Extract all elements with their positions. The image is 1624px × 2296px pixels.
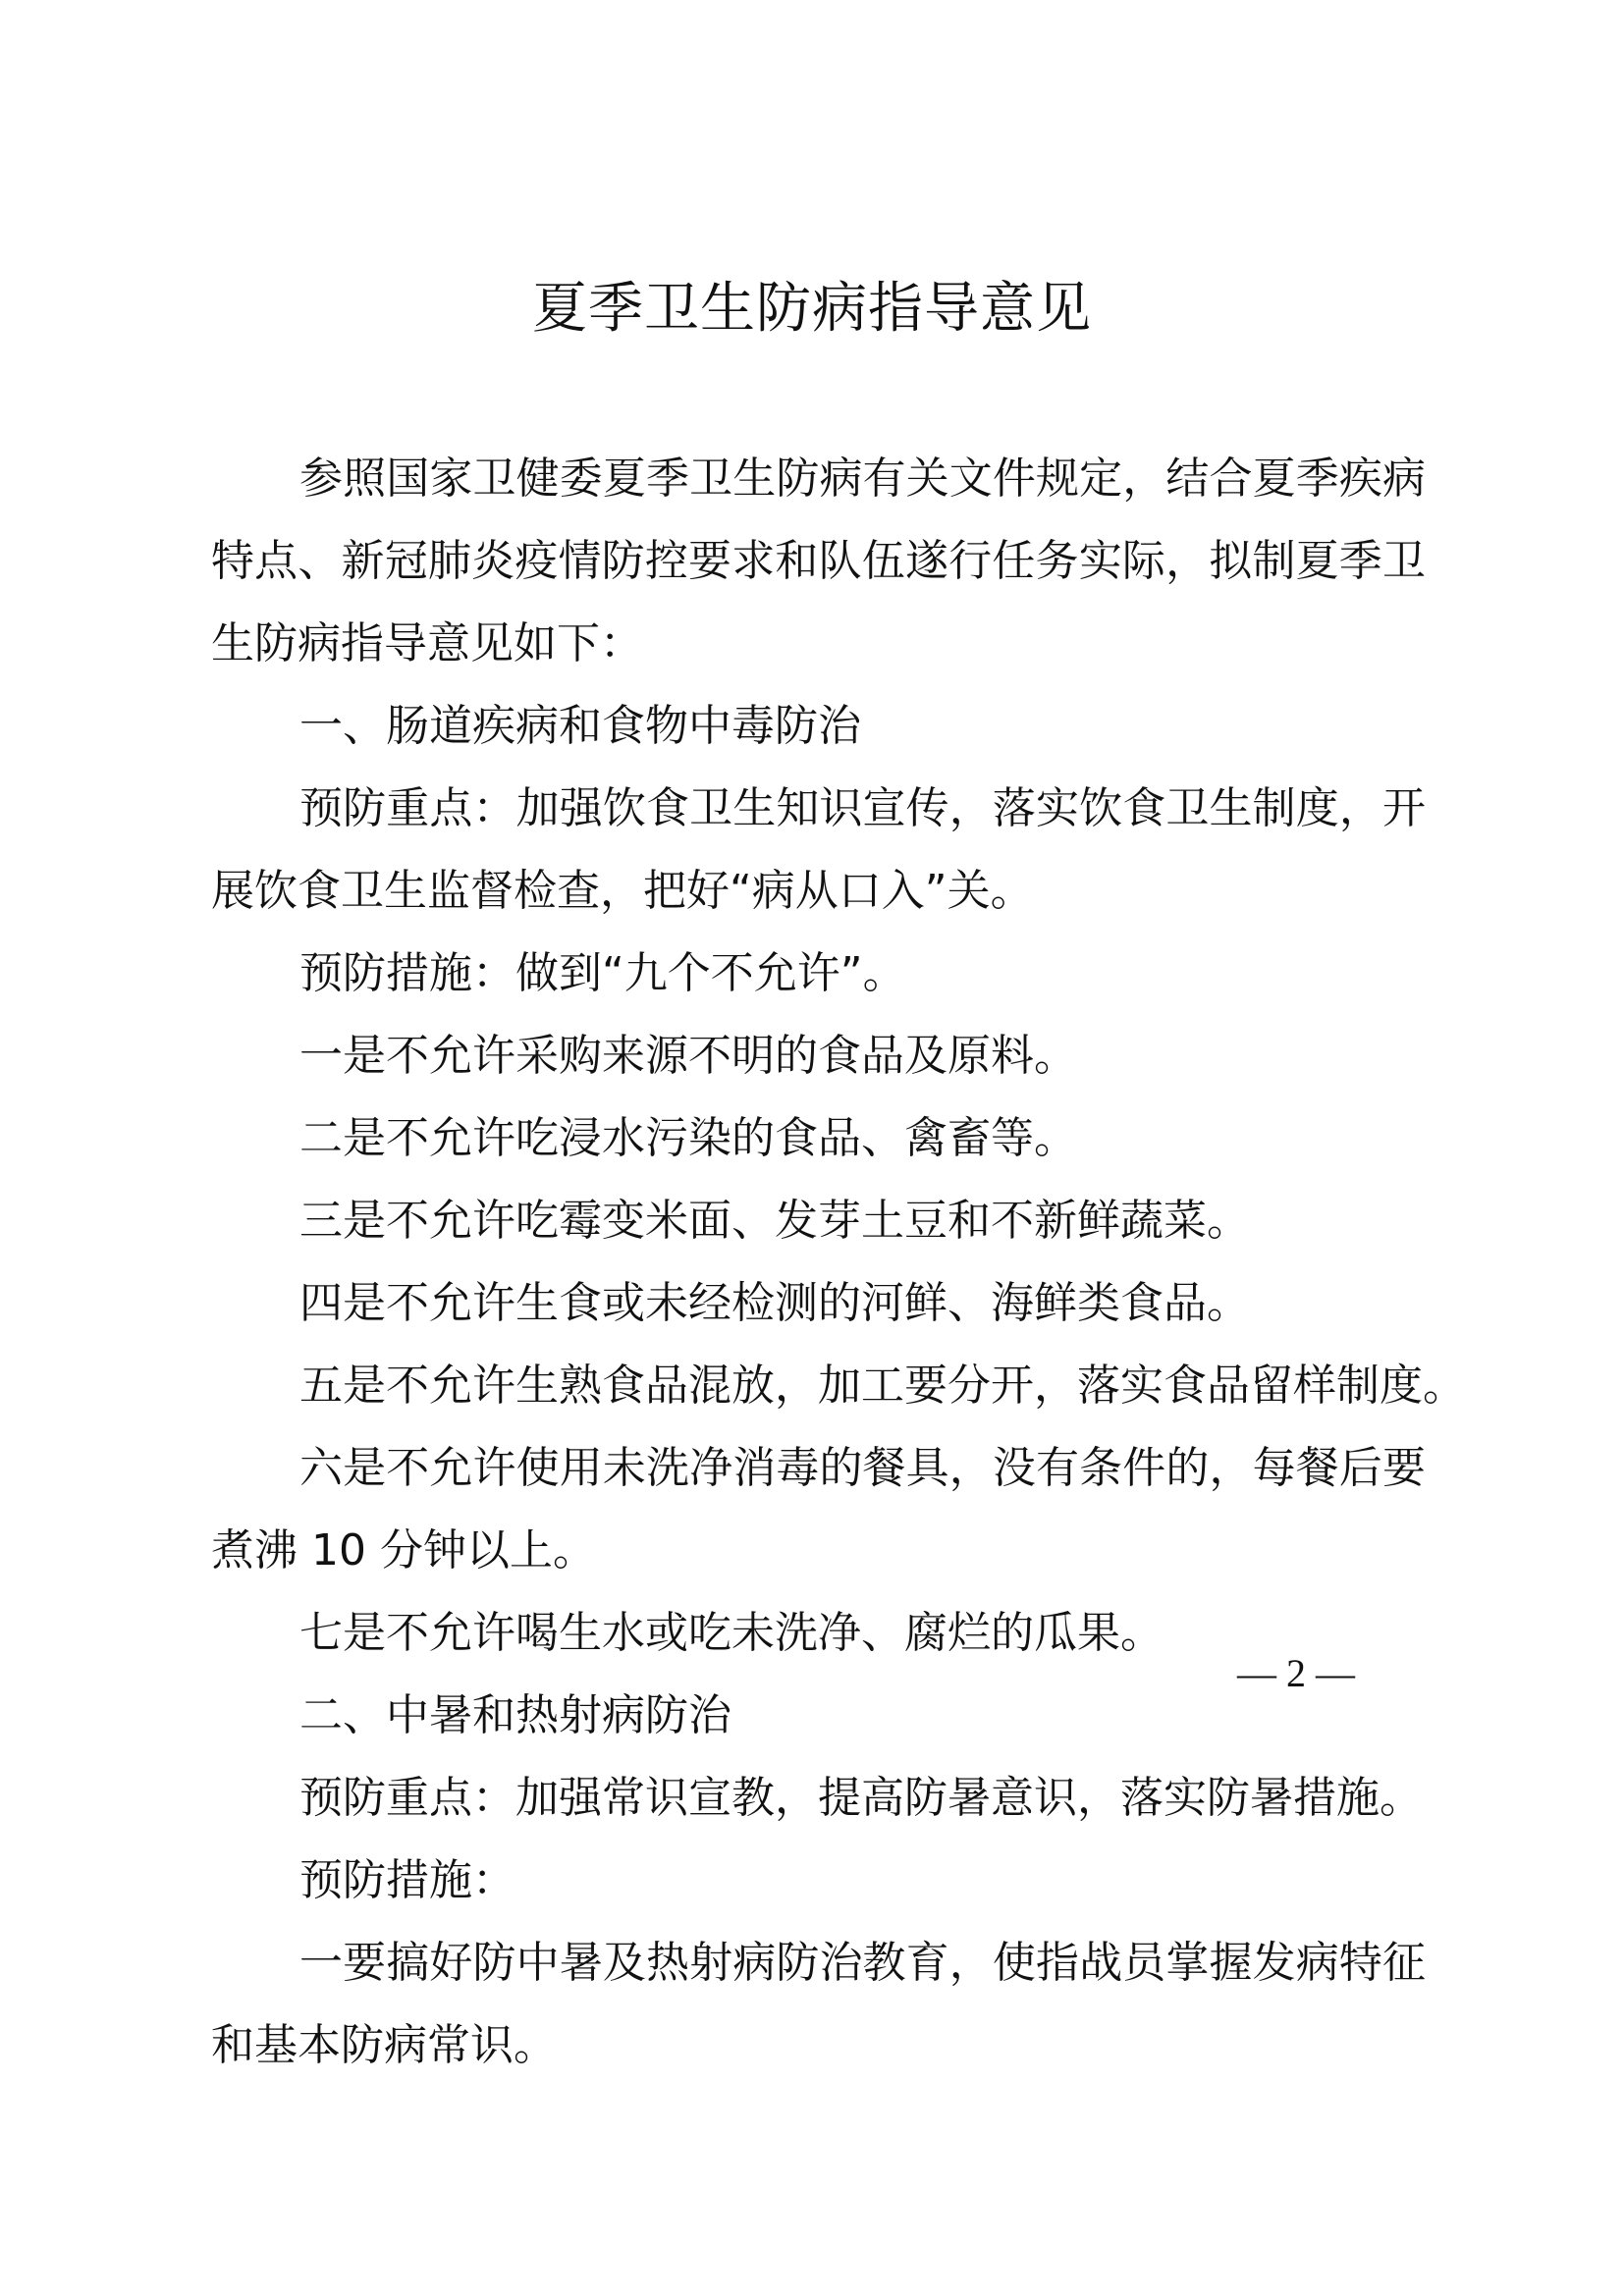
paragraph-line: 七是不允许喝生水或吃未洗净、腐烂的瓜果。	[299, 1608, 1164, 1658]
paragraph-line: 二是不允许吃浸水污染的食品、禽畜等。	[299, 1113, 1077, 1163]
document-body	[211, 438, 1466, 2087]
paragraph-line: 五是不允许生熟食品混放，加工要分开，落实食品留样制度。	[299, 1361, 1466, 1411]
paragraph-line: 参照国家卫健委夏季卫生防病有关文件规定，结合夏季疾病	[299, 454, 1426, 504]
paragraph	[211, 1262, 1426, 1345]
paragraph-line: 预防重点：加强饮食卫生知识宣传，落实饮食卫生制度，开	[299, 783, 1426, 833]
paragraph-line: 一、肠道疾病和食物中毒防治	[299, 701, 861, 751]
paragraph-line: 和基本防病常识。	[211, 2020, 557, 2070]
paragraph	[211, 1097, 1426, 1180]
paragraph-line: 预防措施：做到“九个不允许”。	[299, 948, 906, 998]
paragraph	[211, 1840, 1426, 1922]
page-number: — 2 —	[1237, 1651, 1355, 1695]
paragraph-line: 六是不允许使用未洗净消毒的餐具，没有条件的，每餐后要	[299, 1443, 1426, 1493]
paragraph	[211, 1922, 1426, 2087]
paragraph	[211, 1427, 1426, 1592]
paragraph-line: 煮沸 10 分钟以上。	[211, 1525, 596, 1575]
paragraph	[211, 768, 1426, 933]
paragraph-line: 二、中暑和热射病防治	[299, 1690, 731, 1740]
paragraph-line: 预防重点：加强常识宣教，提高防暑意识，落实防暑措施。	[299, 1773, 1423, 1823]
paragraph	[211, 438, 1426, 685]
paragraph	[211, 1757, 1426, 1840]
paragraph-line: 特点、新冠肺炎疫情防控要求和队伍遂行任务实际，拟制夏季卫	[211, 536, 1426, 586]
paragraph-line: 展饮食卫生监督检查，把好“病从口入”关。	[211, 866, 1034, 916]
paragraph	[211, 933, 1426, 1015]
paragraph	[211, 1015, 1426, 1097]
paragraph-line: 四是不允许生食或未经检测的河鲜、海鲜类食品。	[299, 1278, 1250, 1328]
paragraph-line: 一是不允许采购来源不明的食品及原料。	[299, 1031, 1077, 1081]
paragraph-line: 三是不允许吃霉变米面、发芽土豆和不新鲜蔬菜。	[299, 1196, 1250, 1246]
paragraph	[211, 685, 1426, 768]
document-title: 夏季卫生防病指导意见	[532, 277, 1092, 341]
paragraph-line: 一要搞好防中暑及热射病防治教育，使指战员掌握发病特征	[299, 1938, 1426, 1988]
paragraph-line: 生防病指导意见如下：	[211, 618, 643, 668]
paragraph	[211, 1180, 1426, 1262]
paragraph	[211, 1345, 1466, 1427]
paragraph-line: 预防措施：	[299, 1855, 515, 1905]
